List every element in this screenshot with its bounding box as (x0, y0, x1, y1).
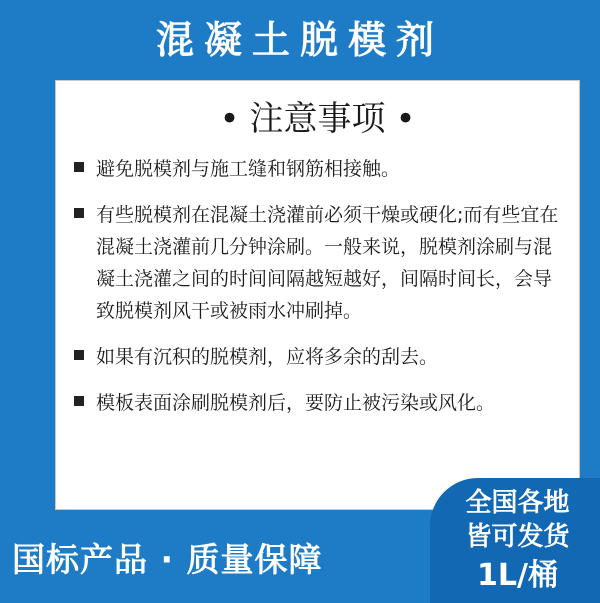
square-bullet-icon (74, 396, 84, 406)
square-bullet-icon (74, 350, 84, 360)
list-item-text: 模板表面涂刷脱模剂后，要防止被污染或风化。 (96, 392, 496, 414)
badge-line-1: 全国各地 (465, 488, 570, 518)
list-item-text: 有些脱模剂在混凝土浇灌前必须干燥或硬化;而有些宜在混凝土浇灌前几分钟涂刷。一般来说，脱模剂涂刷与混凝土浇灌之间的时间间隔越短越好，间隔时间长，会导致脱模剂风干或被雨水冲刷掉。 (96, 204, 559, 322)
heading-dot-left: • (219, 99, 240, 139)
heading-dot-right: • (395, 99, 416, 139)
square-bullet-icon (74, 162, 84, 172)
notice-panel (55, 80, 580, 510)
list-item (74, 341, 569, 373)
notice-heading-text: 注意事项 (249, 99, 386, 139)
list-item-text: 避免脱模剂与施工缝和钢筋相接触。 (96, 158, 401, 180)
notice-list (74, 153, 569, 433)
list-item (74, 387, 569, 419)
list-item (74, 199, 569, 327)
shipping-badge (430, 478, 600, 603)
notice-heading (56, 89, 579, 149)
badge-line-2: 皆可发货 (465, 522, 570, 552)
page-title: 混凝土脱模剂 (155, 18, 444, 62)
badge-volume: 1L/桶 (477, 558, 558, 593)
promo-text: 国标产品 · 质量保障 (12, 540, 323, 579)
list-item (74, 153, 569, 185)
square-bullet-icon (74, 208, 84, 218)
list-item-text: 如果有沉积的脱模剂，应将多余的刮去。 (96, 346, 439, 368)
